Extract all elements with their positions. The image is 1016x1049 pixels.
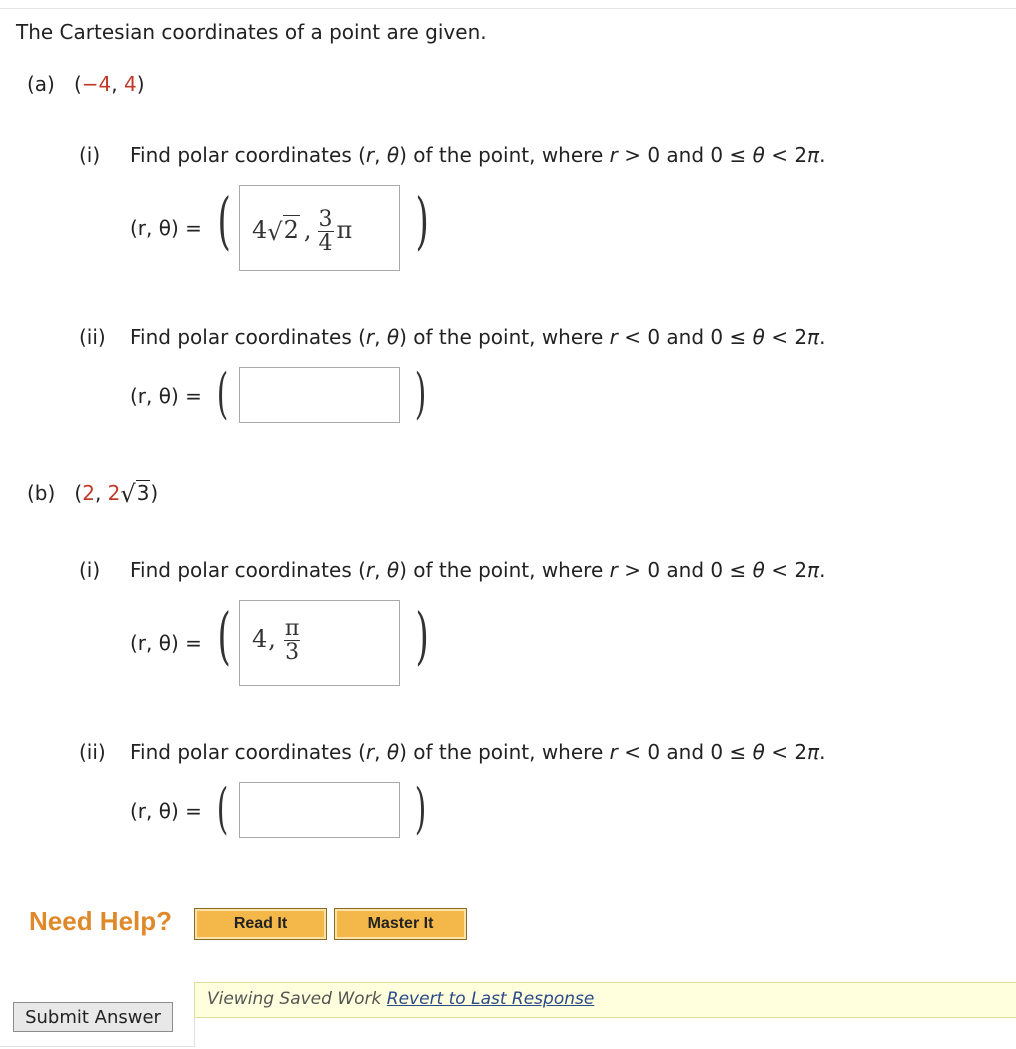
part-a-ii-lhs: (r, θ) = bbox=[130, 384, 202, 408]
part-a-i-prompt: (i) Find polar coordinates (r, θ) of the point, where r > 0 and 0 ≤ θ < 2π. bbox=[79, 143, 826, 167]
part-a-ii-open-paren: ( bbox=[216, 362, 229, 425]
part-b-ii-close-paren: ) bbox=[414, 777, 427, 840]
read-it-button[interactable]: Read It bbox=[194, 908, 327, 940]
part-a-i-answer-math: 4√2 , $\frac{3}{4}$ π bbox=[252, 207, 353, 257]
part-b-ii-label: (ii) bbox=[79, 740, 106, 764]
need-help-title: Need Help? bbox=[29, 906, 173, 936]
part-a-ii-close-paren: ) bbox=[414, 362, 427, 425]
part-b-point: (2, 2√3) bbox=[74, 480, 159, 508]
part-b-i-answer-math: 4, $\frac{\pi}{3}$ bbox=[252, 616, 300, 666]
question-intro: The Cartesian coordinates of a point are given. bbox=[16, 20, 487, 44]
part-a-heading bbox=[27, 72, 145, 96]
part-a-i-close-paren: ) bbox=[415, 184, 429, 257]
part-a-i-lhs: (r, θ) = bbox=[130, 216, 202, 240]
master-it-button[interactable]: Master It bbox=[334, 908, 467, 940]
part-a-label: (a) bbox=[27, 72, 55, 96]
part-b-i-close-paren: ) bbox=[415, 599, 429, 672]
part-a-i-label: (i) bbox=[79, 143, 101, 167]
part-a-ii-prompt: (ii) Find polar coordinates (r, θ) of the point, where r < 0 and 0 ≤ θ < 2π. bbox=[79, 325, 826, 349]
part-b-heading bbox=[27, 480, 158, 508]
part-b-ii-answer-input[interactable] bbox=[239, 782, 400, 838]
part-a-i-open-paren: ( bbox=[217, 184, 231, 257]
saved-work-bar bbox=[194, 982, 1016, 1018]
part-b-i-label: (i) bbox=[79, 558, 101, 582]
part-a-i-answer-input[interactable] bbox=[239, 185, 400, 271]
part-b-i-open-paren: ( bbox=[217, 599, 231, 672]
part-a-ii-label: (ii) bbox=[79, 325, 106, 349]
part-b-ii-open-paren: ( bbox=[216, 777, 229, 840]
part-a-ii-answer-input[interactable] bbox=[239, 367, 400, 423]
part-b-ii-prompt: (ii) Find polar coordinates (r, θ) of the point, where r < 0 and 0 ≤ θ < 2π. bbox=[79, 740, 826, 764]
top-divider bbox=[0, 8, 1016, 9]
saved-work-text: Viewing Saved Work bbox=[207, 989, 387, 1009]
part-a-point: (−4, 4) bbox=[73, 72, 145, 96]
part-b-i-prompt: (i) Find polar coordinates (r, θ) of the point, where r > 0 and 0 ≤ θ < 2π. bbox=[79, 558, 826, 582]
submit-answer-button[interactable]: Submit Answer bbox=[13, 1002, 173, 1032]
part-b-i-answer-input[interactable] bbox=[239, 600, 400, 686]
part-b-label: (b) bbox=[27, 481, 56, 505]
part-b-i-lhs: (r, θ) = bbox=[130, 631, 202, 655]
revert-link[interactable]: Revert to Last Response bbox=[386, 989, 595, 1009]
part-b-ii-lhs: (r, θ) = bbox=[130, 799, 202, 823]
